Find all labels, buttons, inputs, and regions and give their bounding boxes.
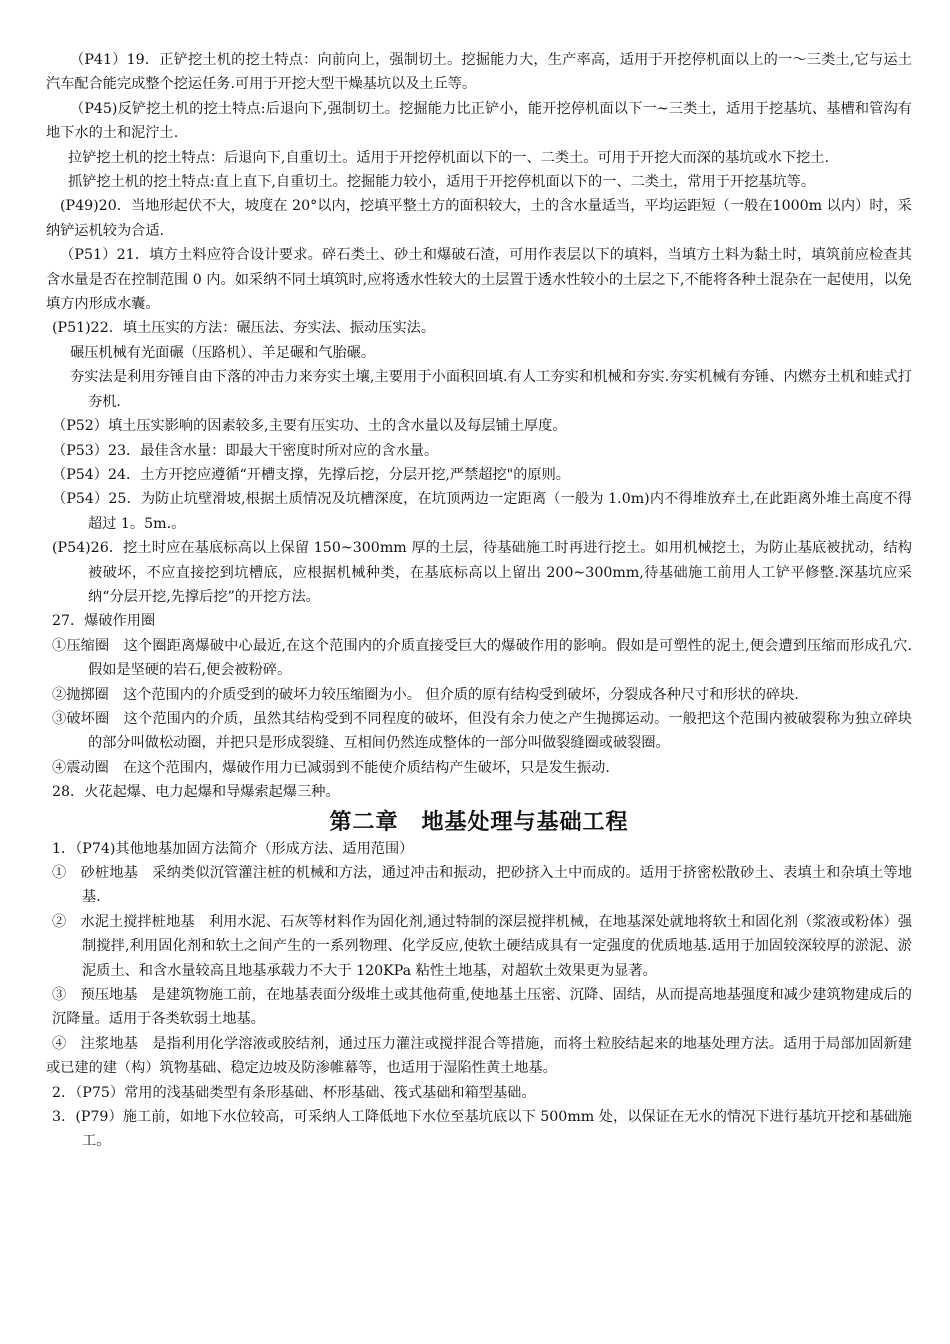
paragraph-p53-23: （P53）23．最佳含水量：即最大干密度时所对应的含水量。 [52, 442, 439, 459]
paragraph-p45: （P45)反铲挖土机的挖土特点:后退向下,强制切土。挖掘能力比正铲小，能开挖停机面以下一~三类土，适用于挖基坑、基槽和管沟有地下水的土和泥泞土. [46, 100, 912, 142]
list-item-compression-zone: ①压缩圈 这个圈距离爆破中心最近,在这个范围内的介质直接受巨大的爆破作用的影响。假如是可塑性的泥土,便会遭到压缩而形成孔穴.假如是坚硬的岩石,便会被粉碎。 [52, 637, 912, 679]
paragraph-dragline: 拉铲挖土机的挖土特点：后退向下,自重切土。适用于开挖停机面以下的一、二类土。可用于开挖大而深的基坑或水下挖土. [68, 149, 829, 166]
chapter-item-2: 2．（P75）常用的浅基础类型有条形基础、杯形基础、筏式基础和箱型基础。 [52, 1084, 536, 1101]
paragraph-tamping: 夯实法是利用夯锤自由下落的冲击力来夯实土壤,主要用于小面积回填.有人工夯实和机械和夯实.夯实机械有夯锤、内燃夯土机和蛙式打夯机. [70, 369, 912, 410]
paragraph-p51-21: （P51）21．填方土料应符合设计要求。碎石类土、砂土和爆破石渣，可用作表层以下的填料，当填方土料为黏土时，填筑前应检查其含水量是否在控制范围 0 内。如采纳不同土填筑时,应将透水性较大的土层置于透水性较小的土层之下,不能将各种土混杂在一起使用，以免填方内形成水囊。 [46, 247, 912, 313]
paragraph-p51-22: (P51)22．填土压实的方法：碾压法、夯实法、振动压实法。 [52, 320, 436, 337]
heading-blast-zones: 27．爆破作用圈 [52, 613, 156, 630]
paragraph-p54-26: (P54)26．挖土时应在基底标高以上保留 150~300mm 厚的土层，待基础施工时再进行挖土。如用机械挖土，为防止基底被扰动，结构被破坏，不应直接挖到坑槽底，应根据机械种类，在基底标高以上留出 200~300mm,待基础施工前用人工铲平修整.深基坑应采纳“分层开挖,先撑后挖”的开挖方法。 [52, 540, 912, 605]
document-page [46, 48, 912, 1154]
paragraph-p54-24: （P54）24．土方开挖应遵循“开槽支撑，先撑后挖，分层开挖,严禁超挖"的原则。 [52, 466, 570, 483]
paragraph-p49-20: (P49)20．当地形起伏不大，坡度在 20°以内，挖填平整土方的面积较大，土的含水量适当，平均运距短（一般在1000m 以内）时，采纳铲运机较为合适. [46, 198, 912, 239]
list-item-destruction-zone: ③破坏圈 这个范围内的介质，虽然其结构受到不同程度的破坏，但没有余力使之产生抛掷运动。一般把这个范围内被破裂称为独立碎块的部分叫做松动圈，并把只是形成裂缝、互相间仍然连成整体的一部分叫做裂缝圈或破裂圈。 [52, 710, 912, 752]
chapter-item-3: 3．(P79）施工前，如地下水位较高，可采纳人工降低地下水位至基坑底以下 500mm 处，以保证在无水的情况下进行基坑开挖和基础施工。 [52, 1109, 912, 1150]
paragraph-clamshell: 抓铲挖土机的挖土特点:直上直下,自重切土。挖掘能力较小，适用于开挖停机面以下的一、二类土，常用于开挖基坑等。 [68, 174, 816, 191]
paragraph-roller: 碾压机械有光面碾（压路机）、羊足碾和气胎碾。 [70, 344, 376, 361]
paragraph-p54-25: （P54）25．为防止坑壁滑坡,根据土质情况及坑槽深度，在坑顶两边一定距离（一般为 1.0m)内不得堆放弃土,在此距离外堆土高度不得超过 1。5m.。 [52, 491, 912, 532]
list-item-vibration-zone: ④震动圈 在这个范围内，爆破作用力已减弱到不能使介质结构产生破坏，只是发生振动. [52, 759, 610, 776]
paragraph-p52: （P52）填土压实影响的因素较多,主要有压实功、土的含水量以及每层铺土厚度。 [52, 418, 567, 435]
chapter-title: 第二章 地基处理与基础工程 [329, 808, 629, 835]
paragraph-p41-19: （P41）19．正铲挖土机的挖土特点：向前向上，强制切土。挖掘能力大，生产率高，适用于开挖停机面以上的一～三类土,它与运土汽车配合能完成整个挖运任务.可用于开挖大型干燥基坑以及土丘等。 [46, 52, 912, 93]
list-item-grouting: ④ 注浆地基 是指利用化学溶液或胶结剂，通过压力灌注或搅拌混合等措施，而将土粒胶结起来的地基处理方法。适用于局部加固新建或已建的建（构）筑物基础、稳定边坡及防渗帷幕等，也适用于湿陷性黄土地基。 [46, 1035, 912, 1077]
list-item-throw-zone: ②抛掷圈 这个范围内的介质受到的破坏力较压缩圈为小。 但介质的原有结构受到破坏，分裂成各种尺寸和形状的碎块. [52, 686, 799, 703]
chapter-item-1: 1．（P74)其他地基加固方法简介（形成方法、适用范围） [52, 840, 414, 857]
list-item-sand-pile: ① 砂桩地基 采纳类似沉管灌注桩的机械和方法，通过冲击和振动，把砂挤入土中而成的。适用于挤密松散砂土、表填土和杂填土等地基. [52, 865, 912, 906]
list-item-cement-soil-pile: ② 水泥土搅拌桩地基 利用水泥、石灰等材料作为固化剂,通过特制的深层搅拌机械，在地基深处就地将软土和固化剂（浆液或粉体）强制搅拌,利用固化剂和软土之间产生的一系列物理、化学反应,使软土硬结成具有一定强度的优质地基.适用于加固较深较厚的淤泥、淤泥质土、和含水量较高且地基承载力不大于 120KPa 粘性土地基，对超软土效果更为显著。 [52, 913, 912, 979]
paragraph-28: 28．火花起爆、电力起爆和导爆索起爆三种。 [52, 784, 340, 801]
list-item-preloading: ③ 预压地基 是建筑物施工前，在地基表面分级堆土或其他荷重,使地基土压密、沉降、固结，从而提高地基强度和减少建筑物建成后的沉降量。适用于各类软弱土地基。 [52, 987, 912, 1028]
